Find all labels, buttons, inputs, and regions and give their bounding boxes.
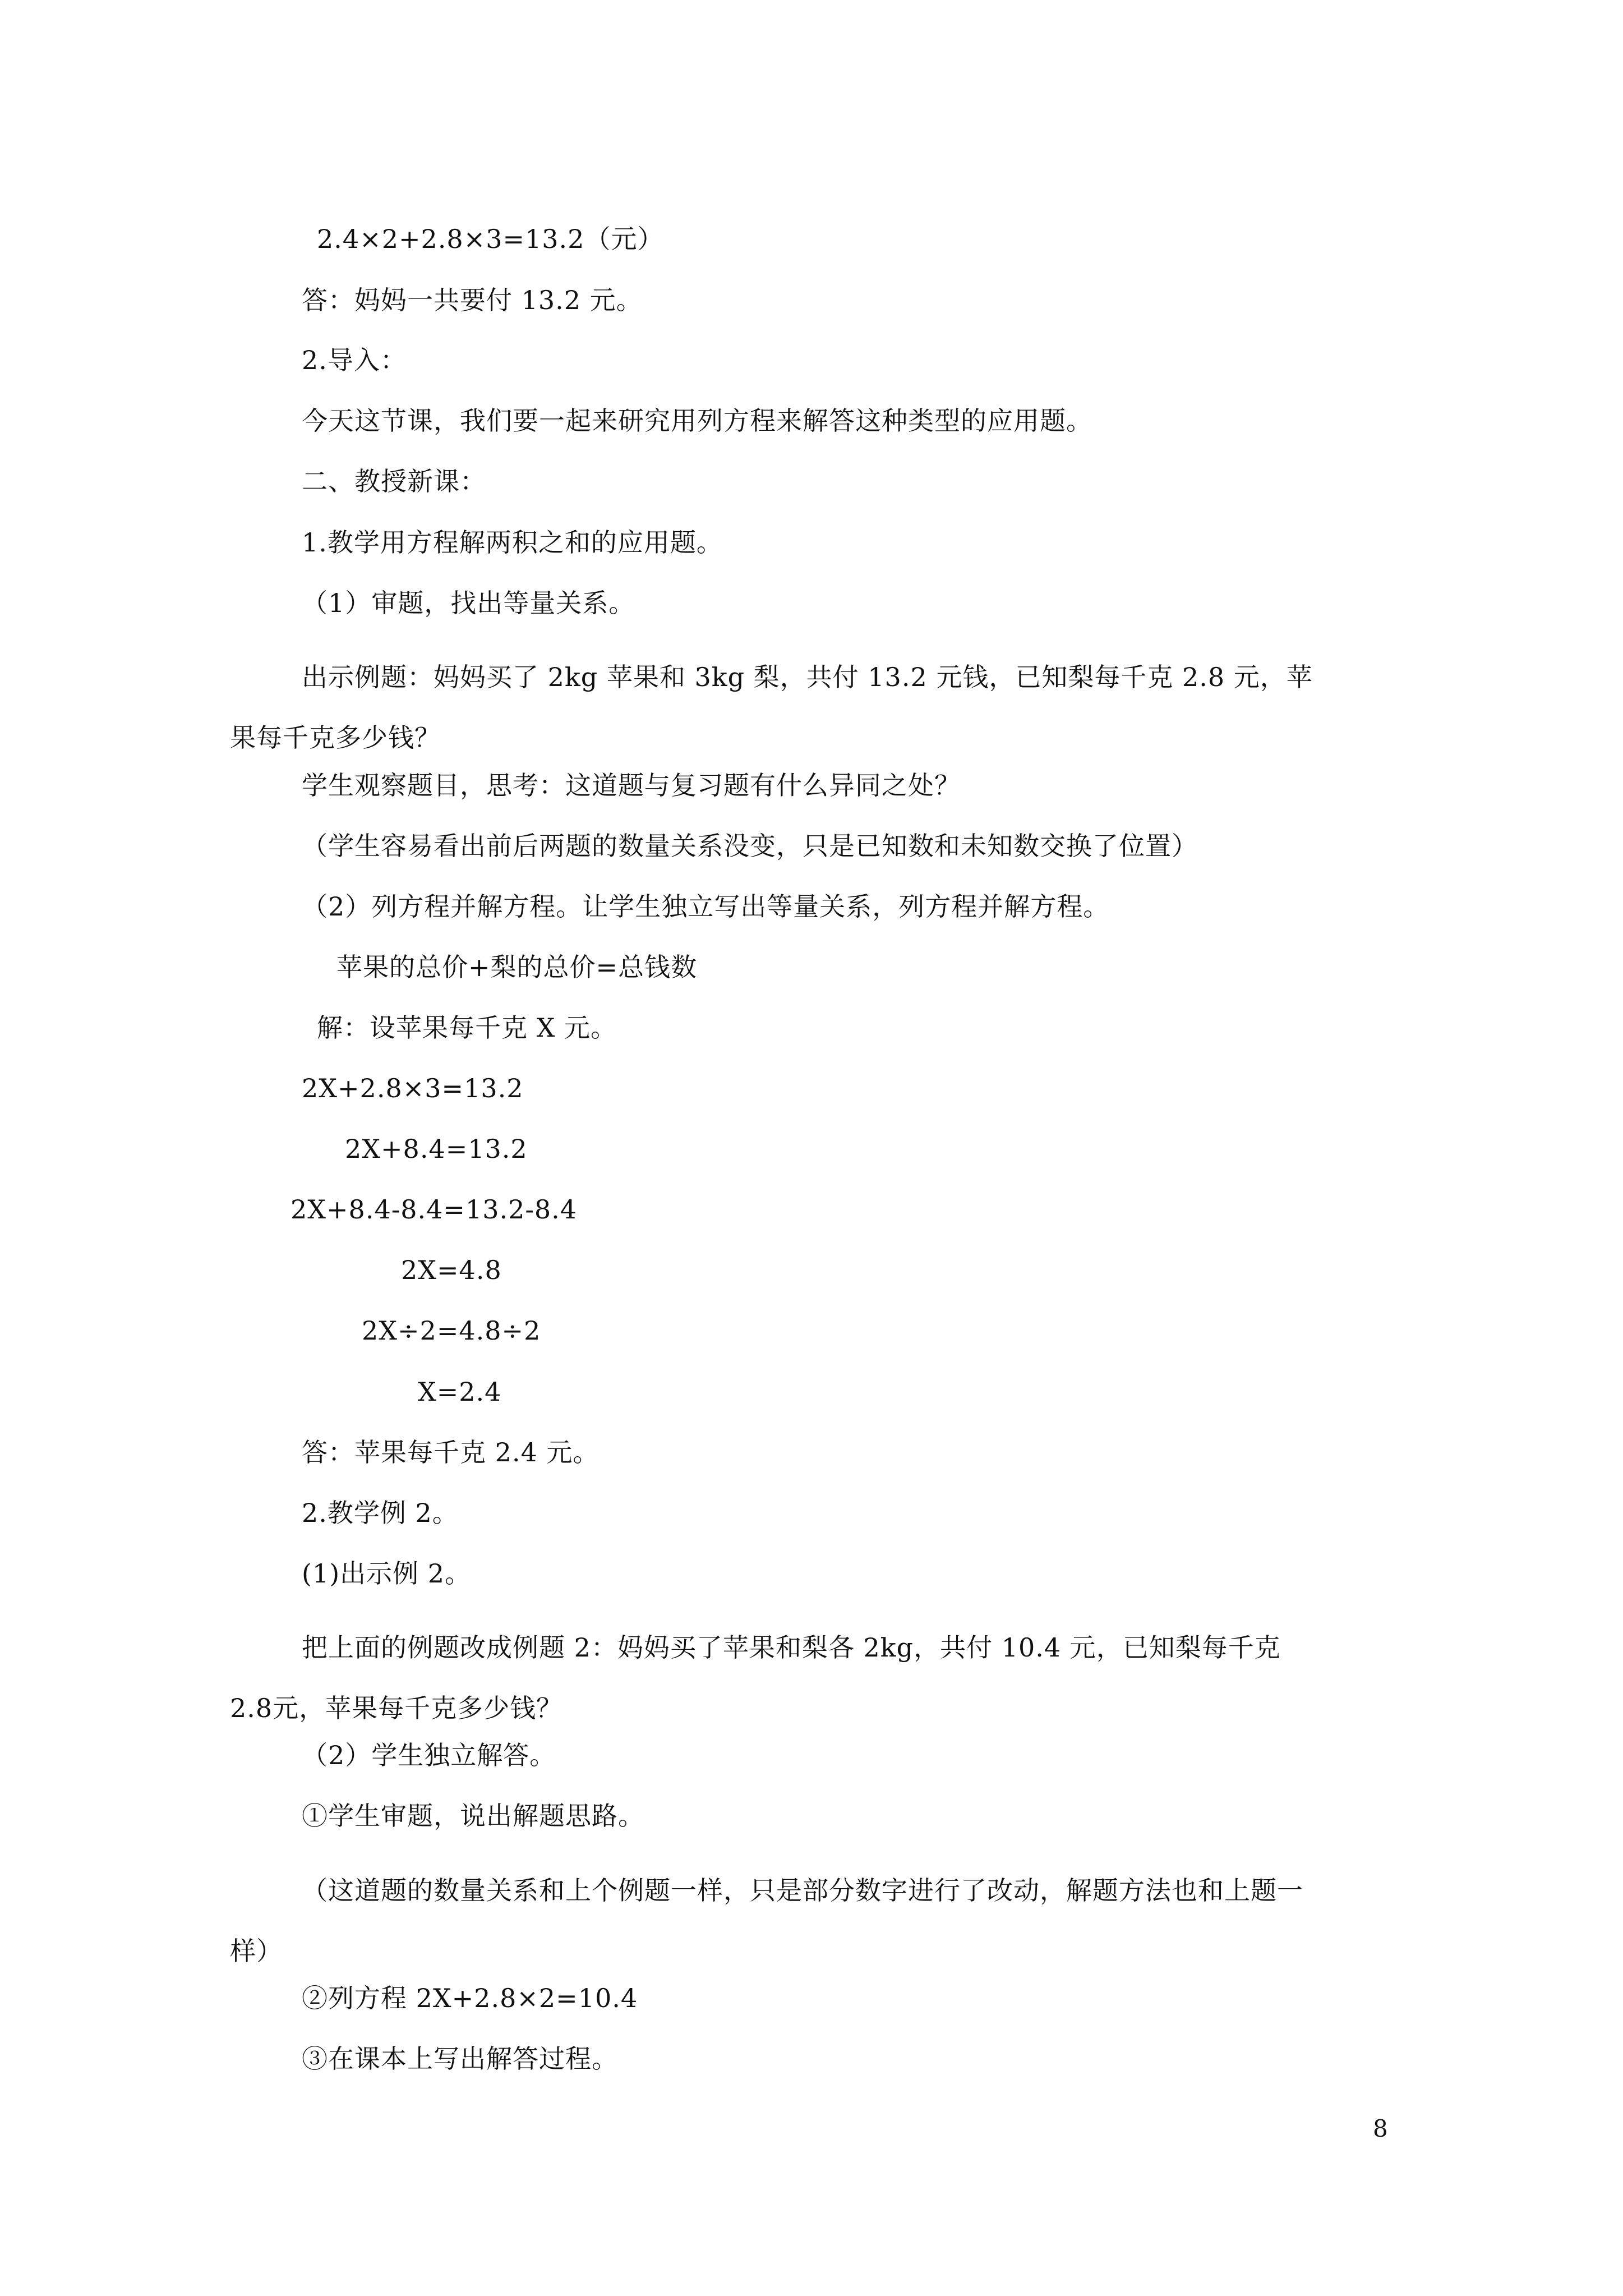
equation-line-1: 2X+2.8×3=13.2	[302, 1073, 524, 1103]
text-line-note-1: （学生容易看出前后两题的数量关系没变，只是已知数和未知数交换了位置）	[302, 831, 1198, 861]
text-line-step-2: （2）列方程并解方程。让学生独立写出等量关系，列方程并解方程。	[302, 891, 1110, 922]
text-paragraph-note-2: （这道题的数量关系和上个例题一样，只是部分数字进行了改动，解题方法也和上题一样）	[230, 1875, 1303, 1966]
text-line-independent: （2）学生独立解答。	[302, 1740, 556, 1770]
text-paragraph-example-1: 出示例题：妈妈买了 2kg 苹果和 3kg 梨，共付 13.2 元钱，已知梨每千克 2.8 元，苹果每千克多少钱？	[230, 662, 1313, 753]
text-line-answer-2: 答：苹果每千克 2.4 元。	[302, 1437, 600, 1467]
text-paragraph-example-2: 把上面的例题改成例题 2：妈妈买了苹果和梨各 2kg，共付 10.4 元，已知梨每千克 2.8元，苹果每千克多少钱？	[230, 1632, 1281, 1723]
text-line-observe: 学生观察题目，思考：这道题与复习题有什么异同之处？	[302, 770, 961, 800]
text-line-intro-heading: 2.导入：	[302, 345, 407, 375]
text-line-teach-1: 1.教学用方程解两积之和的应用题。	[302, 527, 723, 558]
page-number: 8	[1373, 2115, 1388, 2142]
text-line-show-example-2: (1)出示例 2。	[302, 1558, 472, 1589]
equation-line-5: 2X÷2=4.8÷2	[362, 1315, 541, 1346]
equation-line-2: 2X+8.4=13.2	[345, 1134, 528, 1164]
text-line-step-1: （1）审题，找出等量关系。	[302, 588, 635, 618]
text-line-write-process: ③在课本上写出解答过程。	[302, 2044, 618, 2074]
text-line-teach-2: 2.教学例 2。	[302, 1498, 459, 1528]
equation-line-6: X=2.4	[418, 1377, 502, 1407]
equation-line-4: 2X=4.8	[401, 1255, 502, 1285]
text-line-review: ①学生审题，说出解题思路。	[302, 1801, 644, 1831]
text-line-intro: 今天这节课，我们要一起来研究用列方程来解答这种类型的应用题。	[302, 406, 1092, 436]
equation-line-3: 2X+8.4-8.4=13.2-8.4	[291, 1194, 578, 1225]
text-line-relation: 苹果的总价+梨的总价=总钱数	[336, 952, 698, 982]
text-line-calc: 2.4×2+2.8×3=13.2（元）	[317, 224, 664, 254]
text-line-answer-1: 答：妈妈一共要付 13.2 元。	[302, 285, 643, 315]
section-heading-new-lesson: 二、教授新课：	[302, 466, 486, 496]
text-line-solution-set: 解：设苹果每千克 X 元。	[317, 1013, 617, 1043]
text-line-equation-2: ②列方程 2X+2.8×2=10.4	[302, 1983, 638, 2013]
